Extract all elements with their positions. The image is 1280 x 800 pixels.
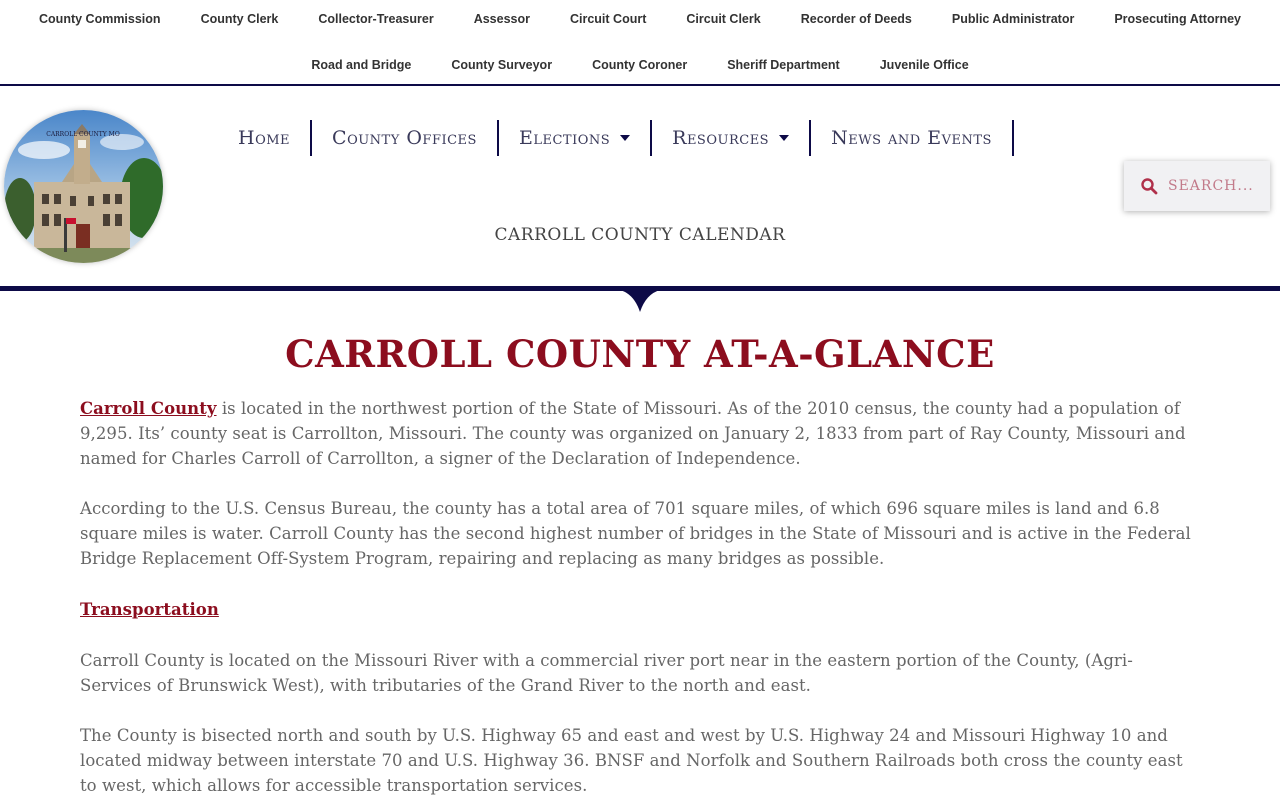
department-links-bar	[0, 0, 1280, 84]
department-links-row-2	[0, 57, 1280, 73]
link-circuit-court[interactable]: Circuit Court	[569, 12, 647, 26]
link-sheriff-department[interactable]: Sheriff Department	[727, 58, 840, 72]
nav-separator	[1012, 120, 1014, 156]
main-navigation	[218, 120, 1014, 156]
nav-resources-label: Resources	[672, 127, 770, 149]
link-juvenile-office[interactable]: Juvenile Office	[879, 58, 969, 72]
river-paragraph: Carroll County is located on the Missouri River with a commercial river port near in the eastern portion of the County, (Agri-Services of Brunswick West), with tributaries of the Grand River to the north and east.	[80, 651, 1133, 695]
logo-lettering: CARROLL COUNTY MO	[46, 131, 120, 138]
search-icon[interactable]	[1140, 177, 1158, 195]
link-prosecuting-attorney[interactable]: Prosecuting Attorney	[1114, 12, 1241, 26]
nav-news-and-events[interactable]: News and Events	[831, 127, 992, 149]
nav-home[interactable]: Home	[238, 127, 291, 149]
nav-elections-label: Elections	[518, 127, 611, 149]
page-title: CARROLL COUNTY AT-A-GLANCE	[285, 332, 995, 376]
department-links-row-1	[0, 11, 1280, 27]
link-road-and-bridge[interactable]: Road and Bridge	[311, 58, 412, 72]
link-public-administrator[interactable]: Public Administrator	[951, 12, 1075, 26]
link-recorder-of-deeds[interactable]: Recorder of Deeds	[800, 12, 912, 26]
intro-paragraph	[80, 396, 1200, 471]
caret-down-icon	[779, 135, 789, 141]
nav-county-offices[interactable]: County Offices	[332, 127, 477, 149]
link-collector-treasurer[interactable]: Collector-Treasurer	[318, 12, 434, 26]
divider-notch	[620, 290, 660, 312]
transportation-link[interactable]: Transportation	[80, 600, 219, 619]
intro-text: is located in the northwest portion of the State of Missouri. As of the 2010 census, the county had a population of 9,295. Its’ county seat is Carrollton, Missouri. The county was organized on January 2, 1833 from part of Ray County, Missouri and named for Charles Carroll of Carrollton, a signer of the Declaration of Independence.	[80, 399, 1186, 468]
nav-elections[interactable]	[499, 121, 650, 155]
link-assessor[interactable]: Assessor	[473, 12, 530, 26]
main-content	[80, 330, 1200, 795]
link-county-coroner[interactable]: County Coroner	[592, 58, 688, 72]
link-county-clerk[interactable]: County Clerk	[200, 12, 279, 26]
search-input[interactable]	[1166, 177, 1260, 195]
highway-paragraph: The County is bisected north and south by U.S. Highway 65 and east and west by U.S. Highway 24 and Missouri Highway 10 and located midway between interstate 70 and U.S. Highway 36. BNSF and Norfolk and Southern Railroads both cross the county east to west, which allows for accessible transportation services.	[80, 726, 1183, 795]
transportation-heading	[80, 597, 219, 622]
nav-resources[interactable]	[652, 121, 809, 155]
caret-down-icon	[620, 135, 630, 141]
link-county-surveyor[interactable]: County Surveyor	[451, 58, 553, 72]
area-paragraph: According to the U.S. Census Bureau, the county has a total area of 701 square miles, of which 696 square miles is land and 6.8 square miles is water. Carroll County has the second highest number of bridges in the State of Missouri and is active in the Federal Bridge Replacement Off-System Program, repairing and replacing as many bridges as possible.	[80, 499, 1191, 568]
site-header	[0, 86, 1280, 286]
link-circuit-clerk[interactable]: Circuit Clerk	[686, 12, 761, 26]
nav-carroll-county-calendar[interactable]: CARROLL COUNTY CALENDAR	[494, 225, 786, 245]
search-box	[1124, 161, 1270, 211]
carroll-county-link[interactable]: Carroll County	[80, 399, 217, 418]
link-county-commission[interactable]: County Commission	[39, 12, 161, 26]
